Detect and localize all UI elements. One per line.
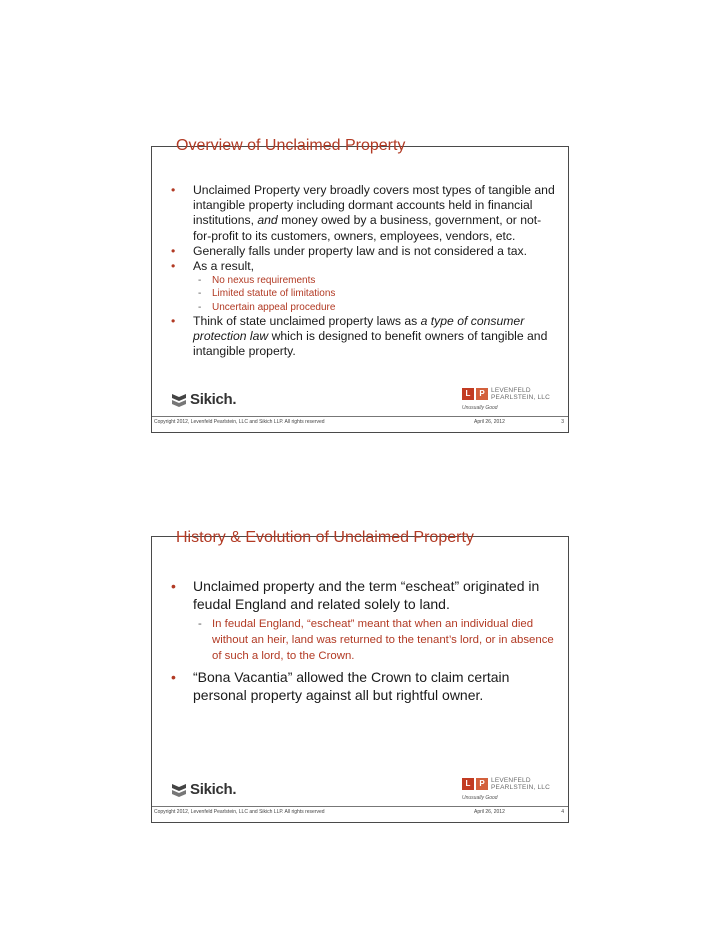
bullet-icon: • (171, 259, 176, 274)
sub-bullet-item: - In feudal England, “escheat” meant that when an individual died without an heir, land was returned to the tenant’s lord, or in absence of such a lord, to the Crown. (198, 617, 554, 662)
footer-date: April 26, 2012 (474, 809, 505, 815)
slide-title: Overview of Unclaimed Property (176, 137, 406, 154)
sikich-wordmark: Sikich. (190, 391, 237, 408)
sikich-logo (170, 781, 236, 798)
footer-copyright: Copyright 2012, Levenfeld Pearlstein, LLC and Sikich LLP. All rights reserved (154, 419, 325, 425)
dash-icon: - (198, 617, 202, 630)
footer-page-number: 4 (561, 809, 564, 815)
dash-icon: - (198, 301, 202, 313)
lp-p-mark: P (476, 778, 488, 790)
bullet-icon: • (171, 183, 176, 197)
sub-bullet-item: - No nexus requirements (198, 275, 316, 287)
lp-name: LEVENFELD PEARLSTEIN, LLC (491, 387, 550, 401)
lp-l-mark: L (462, 778, 474, 790)
bullet-icon: • (171, 668, 176, 685)
slide-3 (151, 137, 569, 433)
bullet-item: • “Bona Vacantia” allowed the Crown to claim certain personal property against all but rightful owner. (171, 668, 510, 704)
bullet-item: • Unclaimed property and the term “escheat” originated in feudal England and related solely to land. (171, 578, 540, 613)
footer-page-number: 3 (561, 419, 564, 425)
dash-icon: - (198, 288, 202, 300)
footer-divider (152, 806, 568, 807)
bullet-icon: • (171, 578, 176, 594)
lp-tagline: Unusually Good (462, 405, 498, 411)
levenfeld-pearlstein-logo (460, 386, 556, 418)
sikich-wordmark: Sikich. (190, 781, 237, 798)
bullet-icon: • (171, 243, 176, 258)
bullet-item: • Think of state unclaimed property laws as a type of consumer protection law which is designed to benefit owners of tangible and intangible property. (171, 313, 548, 359)
lp-tagline: Unusually Good (462, 795, 498, 801)
sub-bullet-item: - Uncertain appeal procedure (198, 301, 336, 313)
sikich-mark-icon (170, 782, 188, 798)
levenfeld-pearlstein-logo (460, 776, 556, 808)
sikich-logo (170, 391, 236, 408)
footer-copyright: Copyright 2012, Levenfeld Pearlstein, LLC and Sikich LLP. All rights reserved (154, 809, 325, 815)
sub-bullet-item: - Limited statute of limitations (198, 288, 336, 300)
bullet-item: • Generally falls under property law and is not considered a tax. (171, 243, 527, 258)
slide-body (168, 577, 558, 704)
bullet-item: • Unclaimed Property very broadly covers most types of tangible and intangible property including dormant accounts held in financial institutions, and money owed by a business, government, or not-for-profit to its customers, owners, employees, vendors, etc. (171, 183, 555, 243)
bullet-item: • As a result, (171, 259, 254, 274)
sikich-mark-icon (170, 392, 188, 408)
slide-body (168, 183, 558, 359)
footer-divider (152, 416, 568, 417)
bullet-icon: • (171, 313, 176, 328)
lp-name: LEVENFELD PEARLSTEIN, LLC (491, 777, 550, 791)
dash-icon: - (198, 275, 202, 287)
lp-p-mark: P (476, 388, 488, 400)
lp-l-mark: L (462, 388, 474, 400)
slide-4 (151, 529, 569, 823)
slide-title: History & Evolution of Unclaimed Property (176, 529, 474, 546)
footer-date: April 26, 2012 (474, 419, 505, 425)
